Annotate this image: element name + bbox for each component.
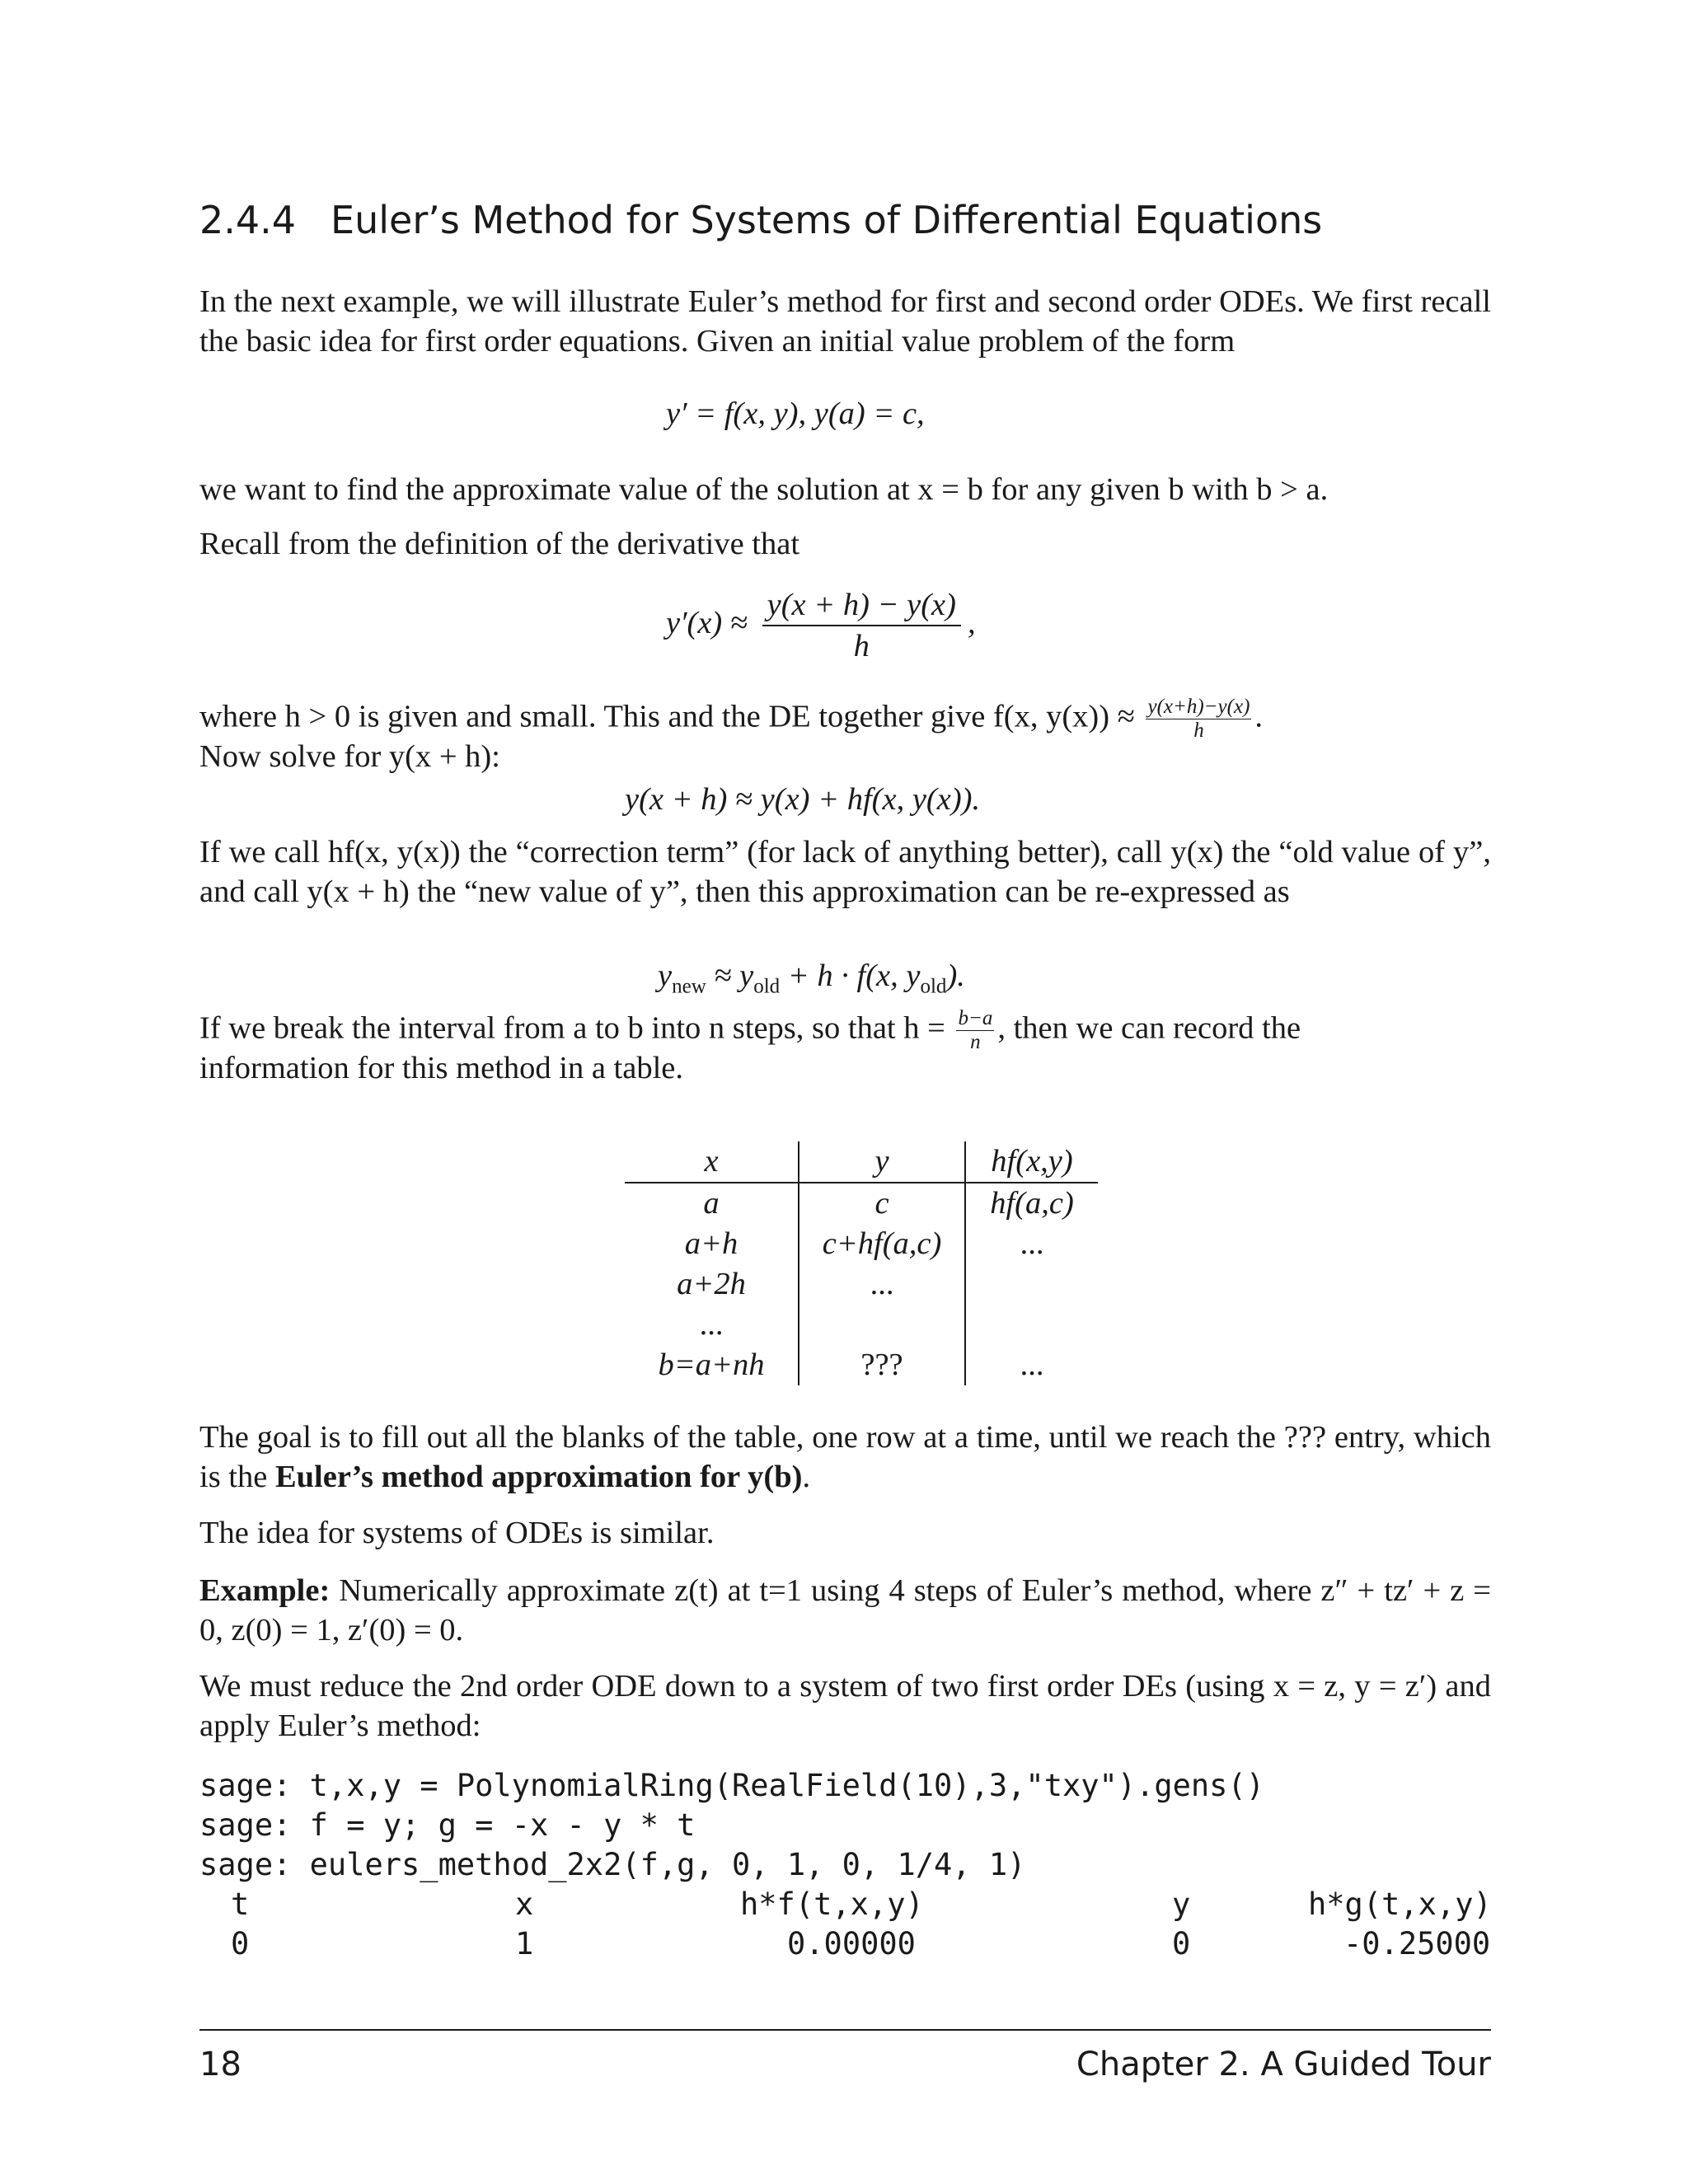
table-header-x: x [625, 1141, 799, 1183]
example-label: Example: [199, 1573, 331, 1608]
paragraph-interval [199, 1007, 1301, 1054]
example-paragraph [199, 1571, 1491, 1650]
eq2-tail: , [967, 605, 976, 640]
output-header-y: y [1172, 1886, 1191, 1922]
page-number: 18 [199, 2046, 241, 2083]
table-cell: c [799, 1183, 965, 1224]
p4-frac-numerator: y(x+h)−y(x) [1147, 696, 1250, 718]
table-cell: a+2h [625, 1264, 799, 1305]
output-header-t: t [231, 1886, 250, 1922]
p6-text: If we break the interval from a to b into n steps, so that h = [199, 1010, 945, 1046]
eq4-mid: ≈ y [706, 958, 754, 993]
table-cell: ... [625, 1305, 799, 1345]
intro-paragraph: In the next example, we will illustrate Euler’s method for first and second order ODEs. We first recall the basic idea for first order equations. Given an initial value problem of the form [199, 284, 1491, 359]
eq2-lhs: y′(x) ≈ [666, 605, 748, 640]
table-cell [965, 1264, 1098, 1305]
table-row [625, 1224, 1098, 1264]
eq4-rest: + h · f(x, y [780, 958, 921, 993]
output-cell-y: 0 [1172, 1926, 1191, 1961]
paragraph-table-intro: information for this method in a table. [199, 1051, 683, 1085]
table-row [625, 1264, 1098, 1305]
p4-tail: . [1254, 699, 1264, 734]
p6-frac-numerator: b−a [958, 1007, 993, 1029]
paragraph-correction-term: If we call hf(x, y(x)) the “correction term” (for lack of anything better), call y(x) the “old value of y”, and call y(x + h) the “new value of y”, then this approximation can be re-expressed as [199, 835, 1491, 909]
paragraph-reduce: We must reduce the 2nd order ODE down to a system of two first order DEs (using x = z, y = z′) and apply Euler’s method: [199, 1669, 1491, 1743]
output-cell-hf: 0.00000 [787, 1926, 916, 1961]
output-header-hf: h*f(t,x,y) [740, 1886, 924, 1922]
euler-table [625, 1141, 1098, 1385]
paragraph-where-h [199, 696, 1491, 743]
table-cell [965, 1305, 1098, 1345]
paragraph-systems: The idea for systems of ODEs is similar. [199, 1516, 715, 1550]
p6-frac-denominator: n [970, 1031, 981, 1053]
table-row [625, 1305, 1098, 1345]
equation-update: y(x + h) ≈ y(x) + hf(x, y(x)). [625, 782, 981, 817]
paragraph-goal: we want to find the approximate value of the solution at x = b for any given b with b > a. [199, 472, 1329, 507]
section-number: 2.4.4 [199, 198, 297, 242]
table-cell: ... [799, 1264, 965, 1305]
paragraph-solve: Now solve for y(x + h): [199, 739, 500, 774]
table-cell: ??? [799, 1345, 965, 1385]
table-cell: ... [1020, 1226, 1044, 1261]
table-header-hf: hf(x,y) [965, 1141, 1098, 1183]
equation-new-old [658, 956, 965, 1007]
equation-ivp: y′ = f(x, y), y(a) = c, [666, 396, 925, 431]
eq4-sub-old-2: old [920, 975, 947, 998]
table-cell: hf(a,c) [990, 1186, 1074, 1221]
footer-rule [199, 2029, 1491, 2031]
p6-small-fraction [956, 1007, 994, 1054]
output-cell-t: 0 [231, 1926, 250, 1961]
code-line-1: sage: t,x,y = PolynomialRing(RealField(10),3,"txy").gens() [199, 1768, 1265, 1803]
table-cell: a+h [625, 1224, 799, 1264]
output-header-hg: h*g(t,x,y) [1308, 1886, 1492, 1922]
output-header-x: x [515, 1886, 534, 1922]
table-cell: b=a+nh [625, 1345, 799, 1385]
paragraph-recall: Recall from the definition of the derivative that [199, 527, 800, 561]
equation-derivative [666, 585, 976, 666]
table-cell [799, 1305, 965, 1345]
section-title: Euler’s Method for Systems of Differential Equations [331, 198, 1323, 242]
code-line-3: sage: eulers_method_2x2(f,g, 0, 1, 0, 1/4, 1) [199, 1847, 1026, 1882]
table-header-row [625, 1141, 1098, 1183]
table-cell: a [625, 1183, 799, 1224]
paragraph-goal-fill [199, 1418, 1491, 1497]
table-row [625, 1183, 1098, 1224]
output-cell-x: 1 [515, 1926, 534, 1961]
eq4-y: y [658, 958, 673, 993]
p7-end: . [802, 1460, 811, 1494]
example-text: Numerically approximate z(t) at t=1 using 4 steps of Euler’s method, where z″ + tz′ + z = 0, z(0) = 1, z′(0) = 0. [199, 1573, 1491, 1647]
p4-frac-denominator: h [1193, 719, 1204, 742]
p4-small-fraction [1146, 696, 1251, 743]
eq2-numerator: y(x + h) − y(x) [762, 585, 961, 626]
eq4-sub-new: new [672, 975, 706, 998]
p6-tail: , then we can record the [997, 1010, 1301, 1046]
chapter-label: Chapter 2. A Guided Tour [1076, 2046, 1491, 2083]
table-cell: ... [1020, 1347, 1044, 1382]
table-cell: c+hf(a,c) [799, 1224, 965, 1264]
output-cell-hg: -0.25000 [1343, 1926, 1491, 1961]
p7-bold: Euler’s method approximation for y(b) [274, 1460, 803, 1494]
section-heading [199, 198, 1322, 242]
eq2-denominator: h [853, 629, 870, 663]
p4-text: where h > 0 is given and small. This and the DE together give f(x, y(x)) ≈ [199, 699, 1135, 734]
code-line-2: sage: f = y; g = -x - y * t [199, 1807, 696, 1843]
table-header-y: y [799, 1141, 965, 1183]
p7-text: The goal is to fill out all the blanks of the table, one row at a time, until we reach the ??? entry, which is the [199, 1420, 1491, 1494]
eq4-sub-old: old [753, 975, 781, 998]
eq4-end: ). [946, 958, 965, 993]
eq2-fraction [762, 585, 961, 666]
table-row [625, 1345, 1098, 1385]
